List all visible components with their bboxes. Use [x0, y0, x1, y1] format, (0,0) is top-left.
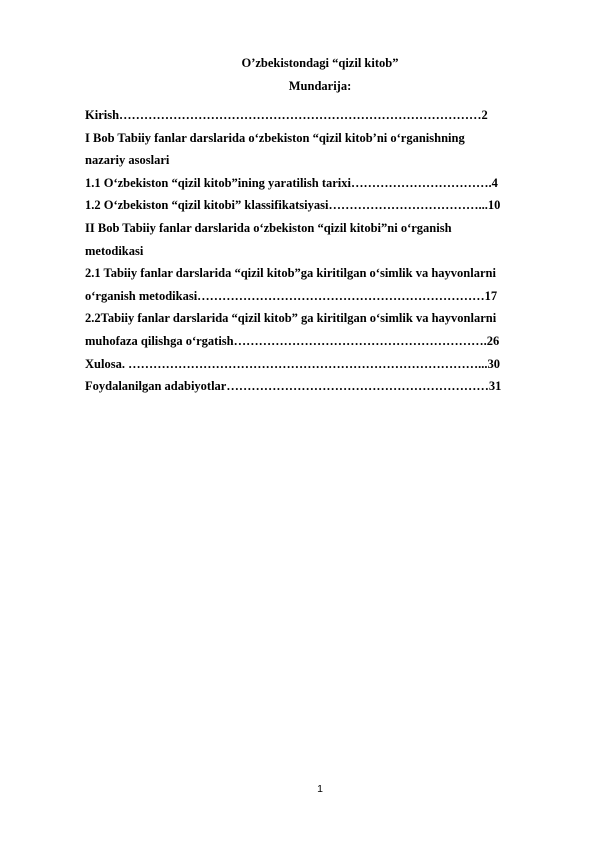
toc-entry-chapter-1: I Bob Tabiiy fanlar darslarida o‘zbekiston “qizil kitob’ni o‘rganishning — [85, 130, 465, 145]
toc-entry-references: Foydalanilgan adabiyotlar………………………………………………………31 — [85, 379, 502, 394]
toc-entry-chapter-2: II Bob Tabiiy fanlar darslarida o‘zbekiston “qizil kitobi”ni o‘rganish — [85, 220, 452, 235]
toc-entry-1-1: 1.1 O‘zbekiston “qizil kitob”ining yaratilish tarixi…………………………….4 — [85, 175, 498, 190]
toc-entry-chapter-2-cont: metodikasi — [85, 243, 144, 258]
table-of-contents — [85, 104, 560, 398]
toc-entry-chapter-1-cont: nazariy asoslari — [85, 153, 170, 168]
toc-entry-2-2-cont: muhofaza qilishga o‘rgatish…………………………………………………….26 — [85, 333, 500, 348]
toc-heading: Mundarija: — [288, 79, 352, 93]
toc-entry-conclusion: Xulosa. …………………………………………………………………………...30 — [85, 356, 500, 371]
toc-entry-introduction: Kirish……………………………………………………………………………2 — [85, 108, 488, 122]
page-number: 1 — [317, 783, 323, 795]
toc-entry-2-2: 2.2Tabiiy fanlar darslarida “qizil kitob” ga kiritilgan o‘simlik va hayvonlarni — [85, 311, 497, 326]
document-title: O’zbekistondagi “qizil kitob” — [241, 56, 399, 70]
toc-entry-2-1-cont: o‘rganish metodikasi……………………………………………………………17 — [85, 288, 498, 303]
toc-entry-2-1: 2.1 Tabiiy fanlar darslarida “qizil kitob”ga kiritilgan o‘simlik va hayvonlarni — [85, 266, 496, 281]
toc-entry-1-2: 1.2 O‘zbekiston “qizil kitobi” klassifikatsiyasi………………………………...10 — [85, 198, 501, 213]
